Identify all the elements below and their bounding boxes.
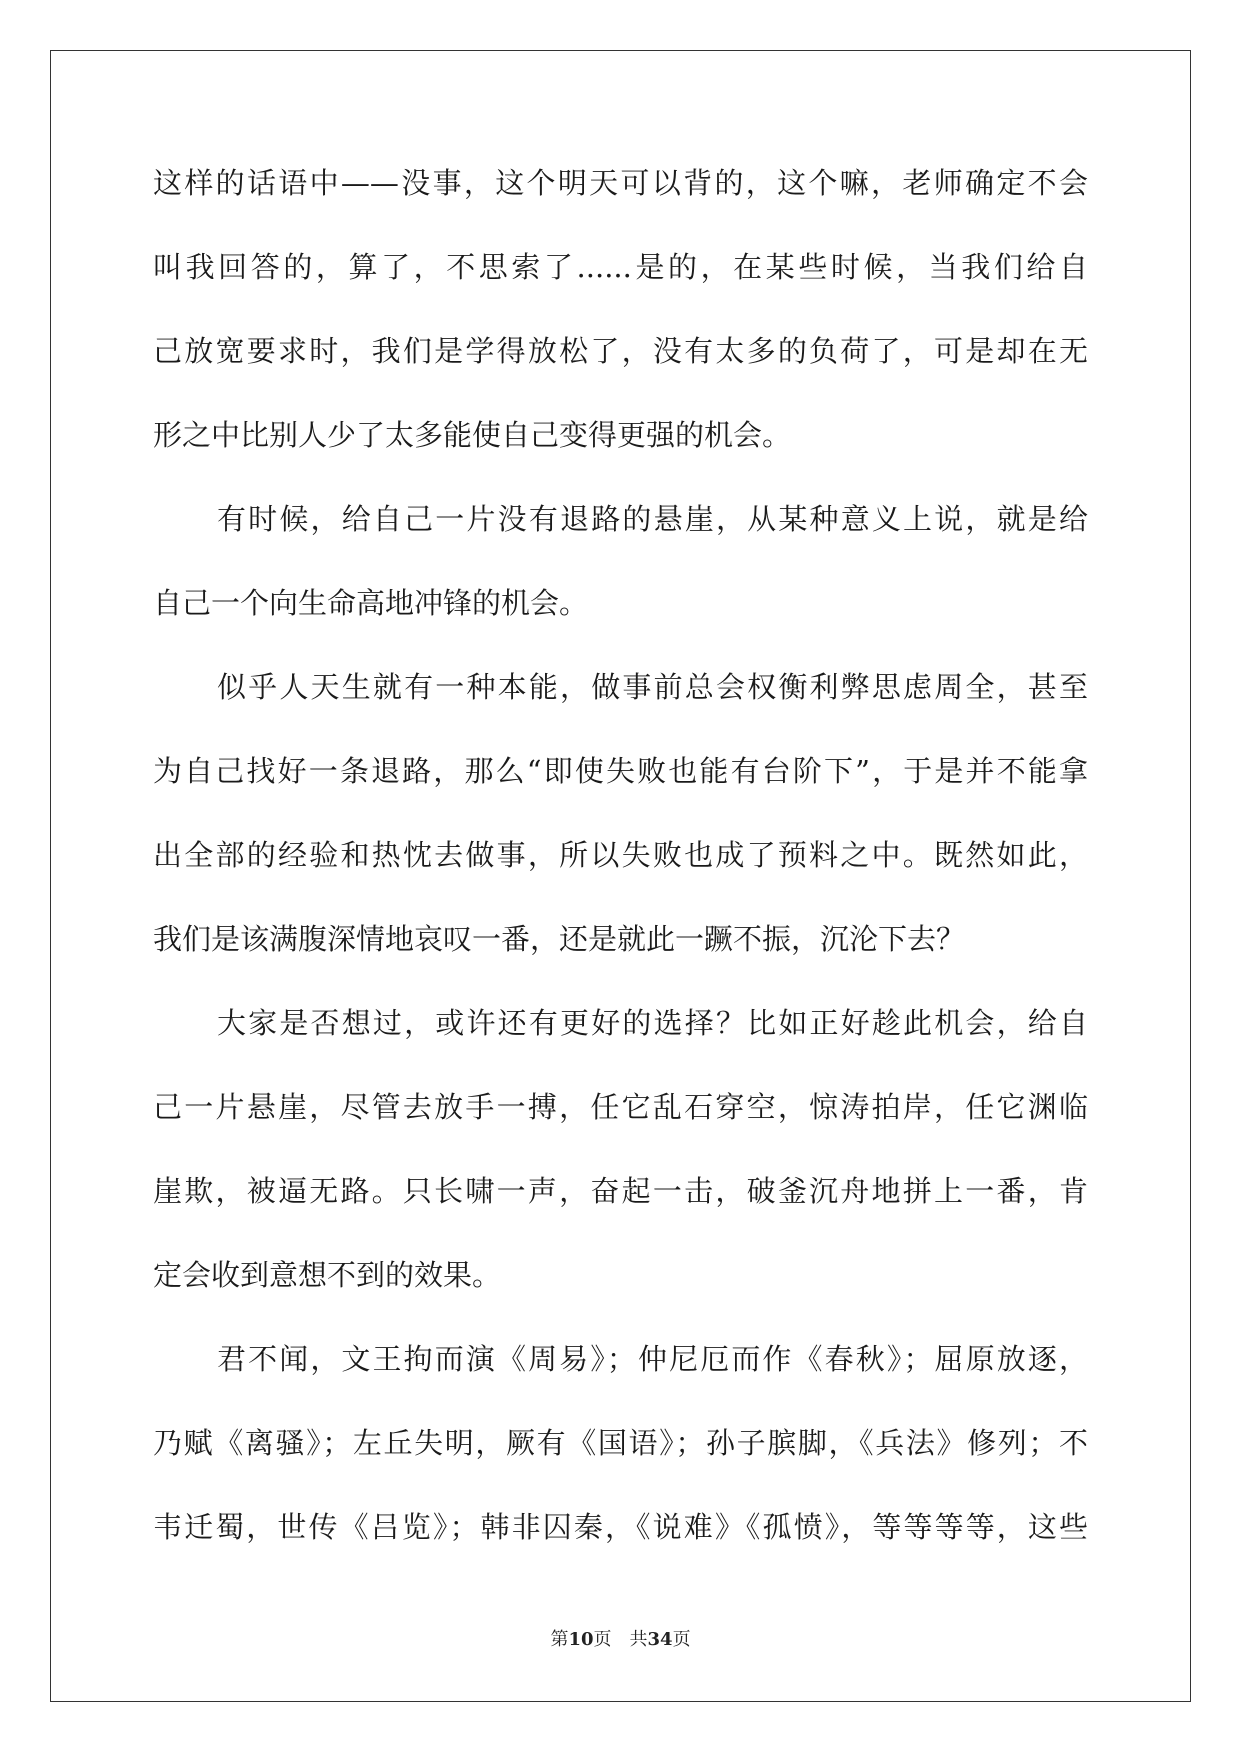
- text-line: 叫我回答的，算了，不思索了......是的，在某些时候，当我们给自: [153, 250, 1088, 284]
- text-line: 我们是该满腹深情地哀叹一番，还是就此一蹶不振，沉沦下去？: [153, 922, 966, 956]
- text-line: 崖欺，被逼无路。只长啸一声，奋起一击，破釜沉舟地拼上一番，肯: [153, 1174, 1088, 1208]
- text-line: 君不闻，文王拘而演《周易》；仲尼厄而作《春秋》；屈原放逐，: [217, 1342, 1088, 1376]
- text-line: 韦迁蜀，世传《吕览》；韩非囚秦，《说难》《孤愤》，等等等等，这些: [153, 1510, 1088, 1544]
- page-footer: [0, 1625, 1241, 1651]
- text-line: 自己一个向生命高地冲锋的机会。: [153, 586, 589, 620]
- text-line: 己放宽要求时，我们是学得放松了，没有太多的负荷了，可是却在无: [153, 334, 1088, 368]
- total-prefix: 共: [629, 1629, 648, 1650]
- total-pages: 34: [647, 1629, 673, 1650]
- text-line: 乃赋《离骚》；左丘失明，厥有《国语》；孙子膑脚，《兵法》修列；不: [153, 1426, 1088, 1460]
- text-line: 似乎人天生就有一种本能，做事前总会权衡利弊思虑周全，甚至: [217, 670, 1088, 704]
- text-line: 大家是否想过，或许还有更好的选择？比如正好趁此机会，给自: [217, 1006, 1088, 1040]
- text-line: 形之中比别人少了太多能使自己变得更强的机会。: [153, 418, 792, 452]
- total-suffix: 页: [672, 1629, 691, 1650]
- text-line: 己一片悬崖，尽管去放手一搏，任它乱石穿空，惊涛拍岸，任它渊临: [153, 1090, 1088, 1124]
- document-body: [153, 155, 1088, 1583]
- page-suffix: 页: [593, 1629, 612, 1650]
- text-line: 这样的话语中——没事，这个明天可以背的，这个嘛，老师确定不会: [153, 166, 1088, 200]
- text-line: 为自己找好一条退路，那么“即使失败也能有台阶下”，于是并不能拿: [153, 754, 1088, 788]
- text-line: 出全部的经验和热忱去做事，所以失败也成了预料之中。既然如此，: [153, 838, 1088, 872]
- page-prefix: 第: [550, 1629, 569, 1650]
- text-line: 有时候，给自己一片没有退路的悬崖，从某种意义上说，就是给: [217, 502, 1088, 536]
- page-number: 10: [568, 1629, 594, 1650]
- text-line: 定会收到意想不到的效果。: [153, 1258, 502, 1292]
